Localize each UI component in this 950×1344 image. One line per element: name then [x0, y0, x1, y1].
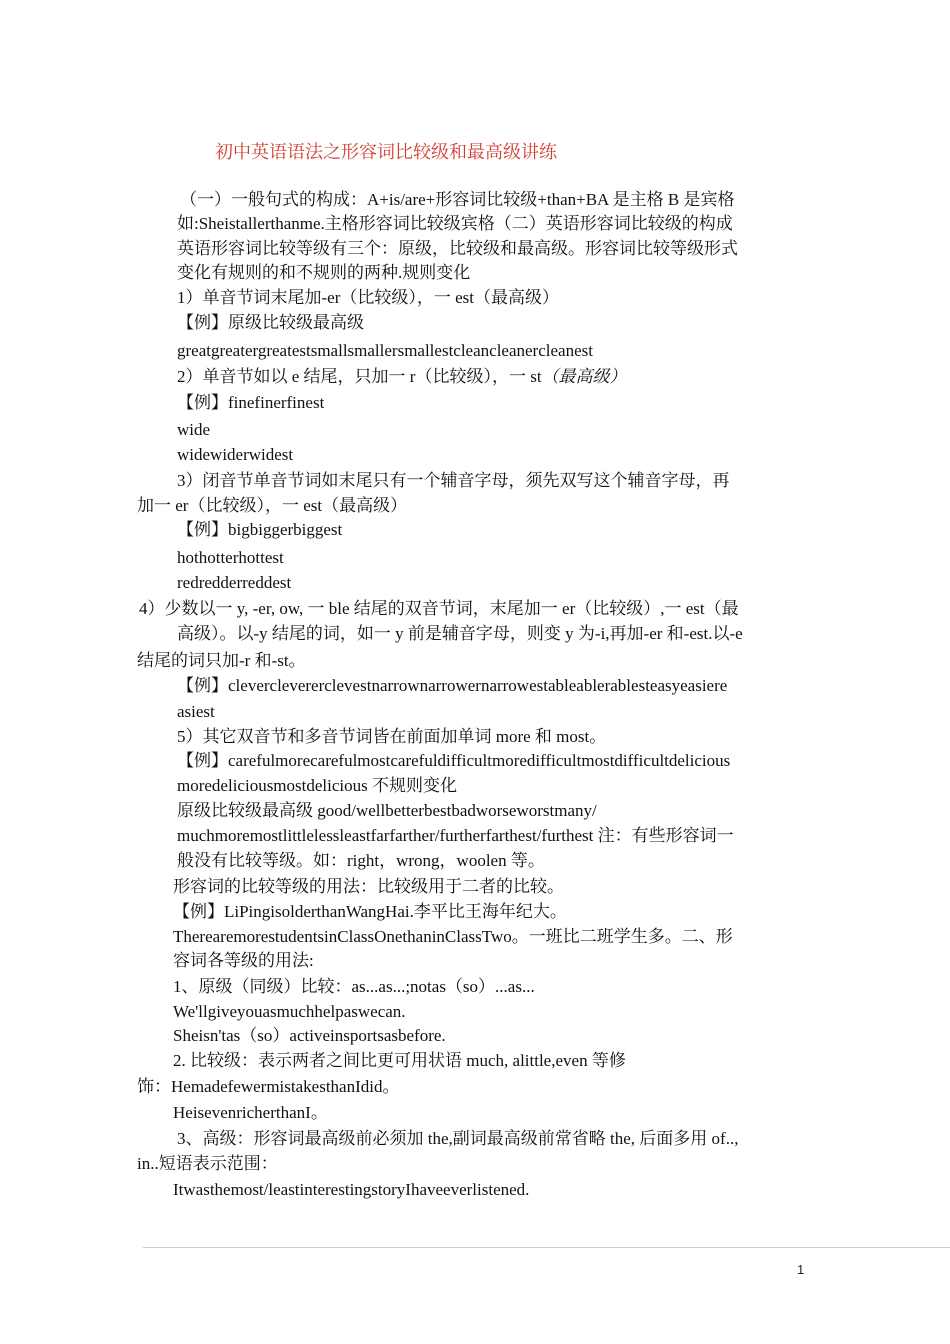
example-line: 【例】原级比较级最高级 [177, 313, 364, 332]
paragraph-line: 如:Sheistallerthanme.主格形容词比较级宾格（二）英语形容词比较级的构成 [177, 214, 733, 233]
rule-text: 2）单音节如以 e 结尾，只加一 r（比较级），一 st [177, 367, 542, 386]
paragraph-line: 3、高级：形容词最高级前必须加 the,副词最高级前常省略 the, 后面多用 of.., [177, 1129, 739, 1148]
paragraph-line: Sheisn'tas（so）activeinsportsasbefore. [173, 1026, 446, 1045]
paragraph-line: 高级）。以-y 结尾的词，如一 y 前是辅音字母，则变 y 为-i,再加-er 和-est.以-e [177, 624, 743, 643]
example-line: 【例】bigbiggerbiggest [177, 520, 343, 539]
paragraph-line: HeisevenricherthanI。 [173, 1103, 328, 1122]
paragraph-line: 4）少数以一 y, -er, ow, 一 ble 结尾的双音节词，末尾加一 er（比较级）,一 est（最 [139, 599, 739, 618]
page-number: 1 [797, 1262, 805, 1277]
paragraph-line: 变化有规则的和不规则的两种.规则变化 [177, 263, 471, 282]
document-title: 初中英语语法之形容词比较级和最高级讲练 [215, 142, 557, 162]
paragraph-line: 饰：HemadefewermistakesthanIdid。 [137, 1077, 400, 1096]
paragraph-line: 5）其它双音节和多音节词皆在前面加单词 more 和 most。 [177, 727, 607, 746]
paragraph-line: 3）闭音节单音节词如末尾只有一个辅音字母，须先双写这个辅音字母，再 [177, 471, 730, 490]
paragraph-line: muchmoremostlittlelessleastfarfarther/furtherfarthest/furthest 注：有些形容词一 [177, 826, 734, 845]
paragraph-line: 般没有比较等级。如：right，wrong，woolen 等。 [177, 851, 545, 870]
paragraph-line: TherearemorestudentsinClassOnethaninClassTwo。一班比二班学生多。二、形 [173, 927, 733, 946]
paragraph-line: moredeliciousmostdelicious 不规则变化 [177, 776, 457, 795]
paragraph-line: asiest [177, 702, 215, 721]
paragraph-line: 形容词的比较等级的用法：比较级用于二者的比较。 [173, 877, 564, 896]
paragraph-line: redredderreddest [177, 573, 292, 592]
example-line: 【例】finefinerfinest [177, 393, 325, 412]
footer-divider [143, 1247, 950, 1248]
paragraph-line: greatgreatergreatestsmallsmallersmallestcleancleanercleanest [177, 341, 593, 360]
example-line: 【例】carefulmorecarefulmostcarefuldifficultmoredifficultmostdifficultdelicious [177, 751, 731, 770]
paragraph-line: in..短语表示范围： [137, 1154, 278, 1173]
example-line: 【例】LiPingisolderthanWangHai.李平比王海年纪大。 [173, 902, 567, 921]
paragraph-line: 1、原级（同级）比较：as...as...;notas（so）...as... [173, 977, 535, 996]
italic-note: （最高级） [541, 367, 627, 386]
paragraph-line: （一）一般句式的构成：A+is/are+形容词比较级+than+BA 是主格 B 是宾格 [180, 190, 735, 209]
paragraph-line: 英语形容词比较等级有三个：原级，比较级和最高级。形容词比较等级形式 [177, 239, 738, 258]
paragraph-line: hothotterhottest [177, 548, 284, 567]
paragraph-line: 2. 比较级：表示两者之间比更可用状语 much, alittle,even 等修 [173, 1051, 626, 1070]
paragraph-line: We'llgiveyouasmuchhelpaswecan. [173, 1002, 406, 1021]
paragraph-line: 加一 er（比较级），一 est（最高级） [137, 496, 408, 515]
paragraph-line: Itwasthemost/leastinterestingstoryIhaveeverlistened. [173, 1180, 530, 1199]
example-line: 【例】cleverclevererclevestnarrownarrowernarrowestableablerablesteasyeasiere [177, 676, 728, 695]
paragraph-line: widewiderwidest [177, 445, 294, 464]
paragraph-line: 1）单音节词末尾加-er（比较级），一 est（最高级） [177, 288, 560, 307]
paragraph-line: 结尾的词只加-r 和-st。 [137, 651, 306, 670]
paragraph-line: 容词各等级的用法: [173, 951, 314, 970]
paragraph-line [177, 365, 627, 389]
paragraph-line: wide [177, 420, 211, 439]
paragraph-line: 原级比较级最高级 good/wellbetterbestbadworseworstmany/ [177, 801, 597, 820]
